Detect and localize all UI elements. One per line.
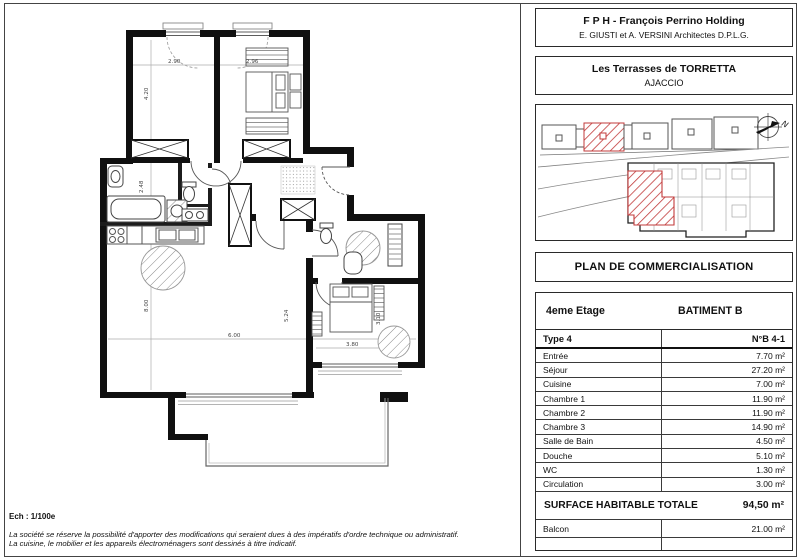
- dim-label: 2.90: [168, 59, 181, 65]
- balcony-row: [536, 520, 792, 538]
- table-row: [536, 363, 792, 377]
- room-label: Circulation: [543, 479, 584, 490]
- toilet-bowl: [184, 187, 195, 202]
- surface-table: [535, 292, 793, 551]
- total-label: SURFACE HABITABLE TOTALE: [544, 500, 698, 511]
- location-plan-drawing: [536, 105, 791, 239]
- dim-label: 2.48: [139, 180, 145, 193]
- scale-label: Ech : 1/100e: [9, 512, 56, 521]
- toilet-bowl-2: [321, 229, 332, 244]
- table-row: [536, 420, 792, 434]
- empty-row: [536, 538, 792, 550]
- room-label: Chambre 3: [543, 422, 586, 433]
- room-label: WC: [543, 465, 558, 476]
- small-tub: [344, 252, 362, 274]
- table-row: [536, 478, 792, 492]
- dim-label: 3.80: [346, 342, 359, 348]
- toilet-tank-2: [320, 223, 333, 228]
- room-label: Chambre 2: [543, 407, 586, 418]
- dim-label: 5.24: [284, 309, 290, 322]
- wardrobe: [312, 312, 322, 336]
- unit-number: N°B 4-1: [661, 330, 792, 347]
- room-area-value: 4.50 m²: [661, 435, 792, 448]
- disclaimer-text: [9, 530, 514, 548]
- dim-label: 8.00: [144, 299, 150, 312]
- room-area-value: 5.10 m²: [661, 449, 792, 462]
- dim-label: 6.00: [228, 333, 241, 339]
- location-plan-box: [535, 104, 793, 241]
- kitchen-fixtures: [107, 226, 204, 244]
- room-area-value: 11.90 m²: [661, 406, 792, 419]
- entry-mat: [281, 166, 315, 194]
- room-label: Douche: [543, 450, 573, 461]
- table-row: [536, 449, 792, 463]
- table-row: [536, 463, 792, 477]
- plan-title-box: [535, 252, 793, 282]
- company-name: F P H - François Perrino Holding: [583, 15, 745, 27]
- north-arrow-icon: [754, 113, 790, 141]
- table-row: [536, 378, 792, 392]
- plan-title: PLAN DE COMMERCIALISATION: [574, 261, 754, 273]
- total-row: [536, 492, 792, 520]
- architects-name: E. GIUSTI et A. VERSINI Architectes D.P.L.G.: [579, 30, 749, 40]
- table-header: [536, 293, 792, 330]
- surface-rows: [536, 349, 792, 492]
- type-label: Type 4: [543, 333, 572, 344]
- radiator: [388, 224, 402, 266]
- key-plan: [628, 163, 774, 237]
- round-table: [378, 326, 410, 358]
- total-value: 94,50 m²: [742, 500, 784, 511]
- shower-room-fixtures: [320, 223, 402, 274]
- wardrobe: [246, 118, 288, 134]
- project-city: AJACCIO: [644, 78, 684, 88]
- room-label: Chambre 1: [543, 393, 586, 404]
- bedroom3-furniture: [312, 284, 410, 358]
- room-area-value: 1.30 m²: [661, 463, 792, 476]
- project-box: [535, 56, 793, 95]
- table-row: [536, 406, 792, 420]
- disclaimer-line2: La cuisine, le mobilier et les appareils électroménagers sont dessinés à titre indicatif.: [9, 539, 297, 549]
- table-row: [536, 349, 792, 363]
- balcony-label: Balcon: [543, 523, 569, 534]
- room-area-value: 3.00 m²: [661, 478, 792, 491]
- dining-table: [141, 246, 185, 290]
- north-label: N: [780, 118, 790, 130]
- site-buildings: [542, 117, 758, 151]
- room-label: Cuisine: [543, 379, 572, 390]
- balcony-value: 21.00 m²: [661, 520, 792, 537]
- panel-divider: [520, 3, 521, 556]
- company-box: [535, 8, 793, 47]
- room-area-value: 27.20 m²: [661, 363, 792, 376]
- bathroom-fixtures: [107, 166, 208, 222]
- dim-label: 2.96: [246, 59, 259, 65]
- balcony: [206, 398, 388, 466]
- room-label: Séjour: [543, 364, 568, 375]
- building-label: BATIMENT B: [678, 305, 743, 317]
- room-area-value: 11.90 m²: [661, 392, 792, 405]
- room-area-value: 14.90 m²: [661, 420, 792, 433]
- disclaimer-line1: La société se réserve la possibilité d'apporter des modifications qui seraient dues à des impératifs d'ordre technique ou administratif.: [9, 530, 459, 539]
- table-row: [536, 435, 792, 449]
- room-area-value: 7.70 m²: [661, 349, 792, 362]
- project-name: Les Terrasses de TORRETTA: [591, 63, 737, 75]
- table-row: [536, 392, 792, 406]
- room-area-value: 7.00 m²: [661, 378, 792, 391]
- unit-type-row: [536, 330, 792, 349]
- room-label: Salle de Bain: [543, 436, 594, 447]
- room-label: Entrée: [543, 350, 569, 361]
- dim-label: 3.10: [376, 312, 382, 325]
- floor-label: 4eme Etage: [546, 305, 605, 317]
- dim-label: 4.20: [144, 87, 150, 100]
